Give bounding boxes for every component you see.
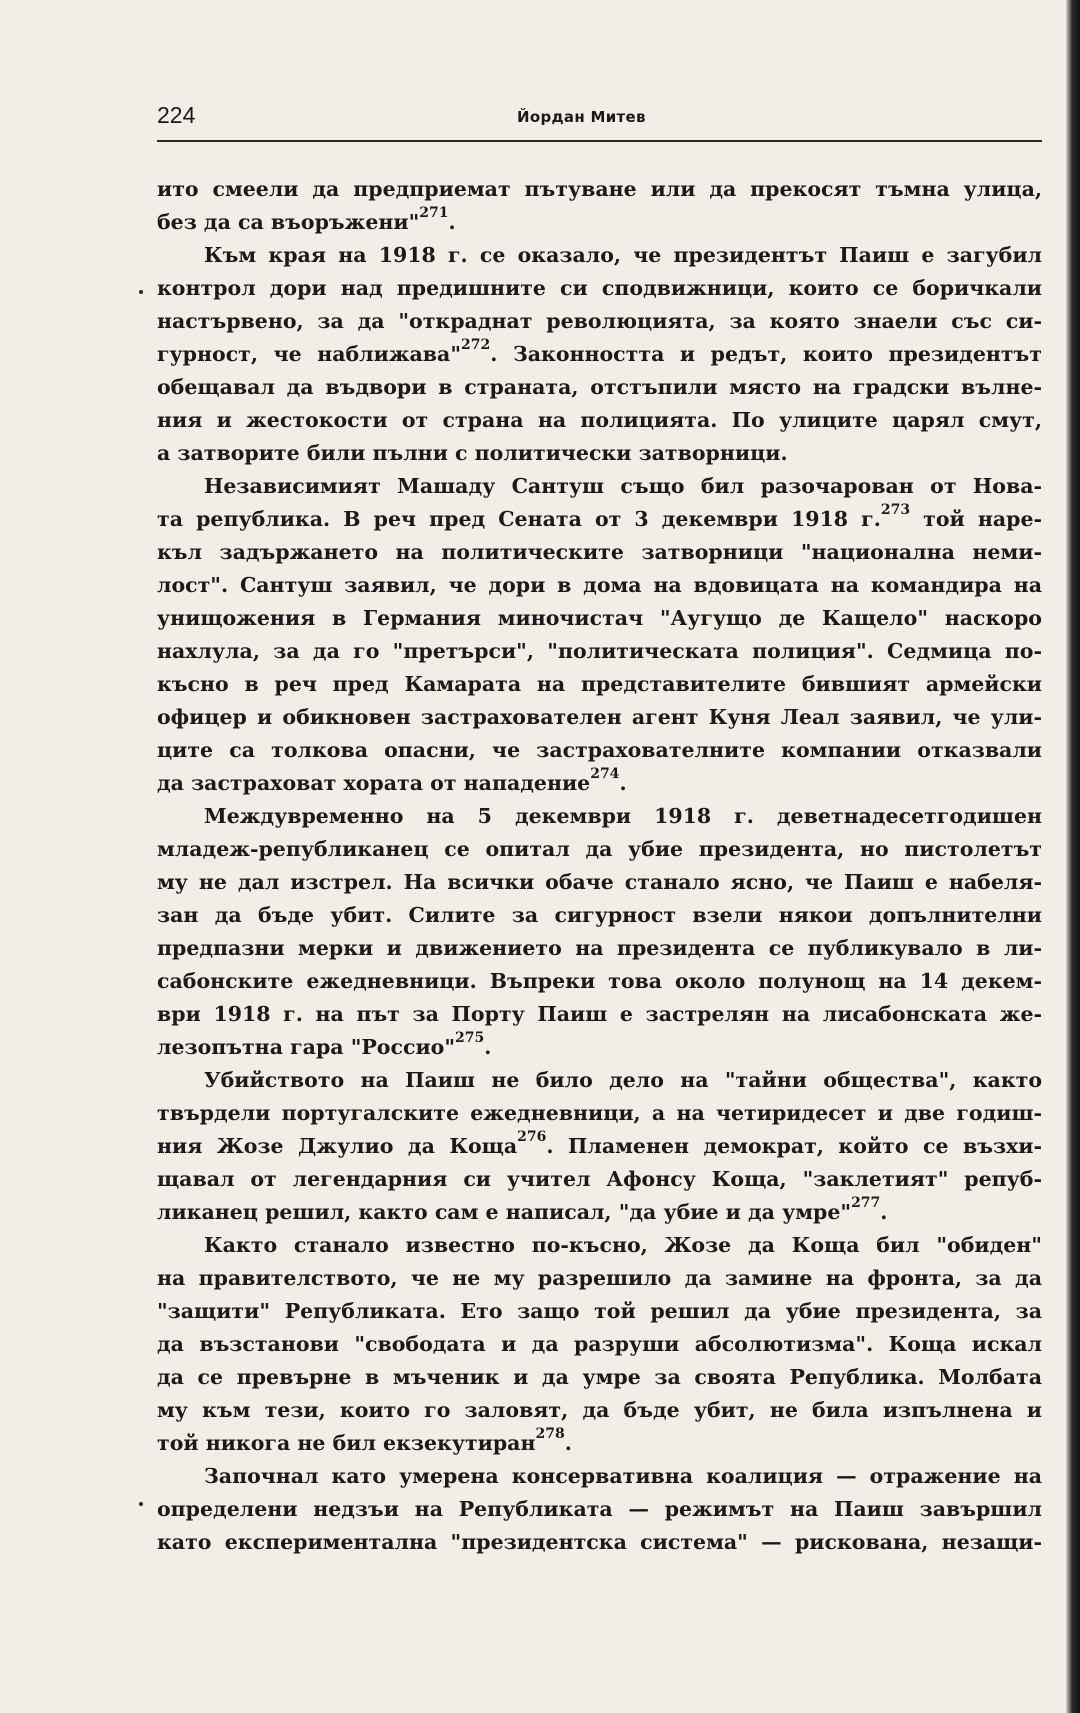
text-line [157, 899, 1042, 932]
text-line-continuation: . [619, 771, 627, 795]
text-line [157, 1427, 1042, 1460]
text-line-content: нахлула, за да го "претърси", "политическата полиция". Седмица по- [157, 639, 1042, 663]
text-line-content: му не дал изстрел. На всички обаче станало ясно, че Паиш е набеля- [157, 870, 1042, 894]
text-line [157, 1031, 1042, 1064]
text-line-content: младеж-републиканец се опитал да убие президента, но пистолетът [157, 837, 1042, 861]
footnote-marker: 278 [535, 1427, 565, 1442]
text-line-content: без да са въоръжени" [157, 210, 420, 234]
text-line-content: да се превърне в мъченик и да умре за своята Република. Молбата [157, 1365, 1042, 1389]
page-header [157, 96, 1042, 142]
text-line [157, 272, 1042, 305]
text-line-content: обещавал да въдвори в страната, отстъпили място на градски вълне- [157, 375, 1042, 399]
text-line [157, 305, 1042, 338]
text-line-content: предпазни мерки и движението на президента се публикувало в ли- [157, 936, 1042, 960]
text-line [157, 239, 1042, 272]
margin-mark [139, 1502, 143, 1506]
text-line-content: късно в реч пред Камарата на представителите бившият армейски [157, 672, 1042, 696]
text-line [157, 1262, 1042, 1295]
text-line [157, 569, 1042, 602]
text-line-content: а затворите били пълни с политически затворници. [157, 441, 788, 465]
text-line [157, 1130, 1042, 1163]
text-line [157, 965, 1042, 998]
text-line [157, 1460, 1042, 1493]
margin-mark [139, 290, 143, 294]
text-line [157, 800, 1042, 833]
footnote-marker: 277 [851, 1196, 881, 1211]
footnote-marker: 272 [461, 338, 491, 353]
text-line-content: сабонските ежедневници. Въпреки това около полунощ на 14 декем- [157, 969, 1042, 993]
text-line-content: контрол дори над предишните си сподвижници, които се боричкали [157, 276, 1042, 300]
text-line-content: му към тези, които го заловят, да бъде убит, не била изпълнена и [157, 1398, 1042, 1422]
text-line-content: зан да бъде убит. Силите за сигурност взели някои допълнителни [157, 903, 1042, 927]
text-line-content: ври 1918 г. на път за Порту Паиш е застрелян на лисабонската же- [157, 1002, 1042, 1026]
footnote-marker: 271 [419, 206, 449, 221]
text-line-content: та република. В реч пред Сената от 3 декември 1918 г. [157, 507, 881, 531]
text-line [157, 1328, 1042, 1361]
text-line [157, 1526, 1042, 1559]
text-line-content: Независимият Машаду Сантуш също бил разочарован от Нова- [204, 474, 1042, 498]
footnote-marker: 274 [590, 767, 620, 782]
text-line-continuation: . [564, 1431, 572, 1455]
text-line [157, 206, 1042, 239]
text-line-content: на правителството, че не му разрешило да замине на фронта, за да [157, 1266, 1042, 1290]
text-line [157, 437, 1042, 470]
text-line [157, 998, 1042, 1031]
text-line-content: "защити" Републиката. Ето защо той решил да убие президента, за [157, 1299, 1042, 1323]
text-line [157, 470, 1042, 503]
text-line [157, 833, 1042, 866]
text-line [157, 1064, 1042, 1097]
text-line [157, 932, 1042, 965]
text-line [157, 734, 1042, 767]
page-number: 224 [157, 102, 196, 128]
text-line-content: Започнал като умерена консервативна коалиция — отражение на [204, 1464, 1042, 1488]
text-line-content: твърдели португалските ежедневници, а на четиридесет и две годиш- [157, 1101, 1042, 1125]
text-line [157, 1394, 1042, 1427]
text-line-content: той никога не бил екзекутиран [157, 1431, 536, 1455]
text-line [157, 536, 1042, 569]
text-line-content: къл задържането на политическите затворници "национална неми- [157, 540, 1042, 564]
text-line-content: да застраховат хората от нападение [157, 771, 591, 795]
text-line [157, 1163, 1042, 1196]
text-line [157, 1196, 1042, 1229]
page-edge-shadow [1066, 0, 1080, 1713]
text-line-continuation: той наре- [910, 507, 1042, 531]
text-line [157, 602, 1042, 635]
running-head: Йордан Митев [517, 108, 646, 126]
text-line [157, 866, 1042, 899]
text-line [157, 1229, 1042, 1262]
text-line-content: офицер и обикновен застрахователен агент Куня Леал заявил, че ули- [157, 705, 1042, 729]
text-line-content: Междувременно на 5 декември 1918 г. деветнадесетгодишен [204, 804, 1042, 828]
text-line-continuation: . Пламенен демократ, който се възхи- [546, 1134, 1042, 1158]
text-line-content: да възстанови "свободата и да разруши абсолютизма". Коща искал [157, 1332, 1042, 1356]
text-line-content: унищожения в Германия миночистач "Аугущо де Кащело" наскоро [157, 606, 1042, 630]
text-line [157, 1493, 1042, 1526]
footnote-marker: 273 [880, 503, 911, 518]
text-line [157, 1097, 1042, 1130]
text-line-content: Към края на 1918 г. се оказало, че президентът Паиш е загубил [204, 243, 1042, 267]
text-line [157, 338, 1042, 371]
text-line-continuation: . [448, 210, 456, 234]
text-line-content: лезопътна гара "Россио" [157, 1035, 456, 1059]
text-line-content: ния и жестокости от страна на полицията. По улиците царял смут, [157, 408, 1042, 432]
text-line-content: лост". Сантуш заявил, че дори в дома на вдовицата на командира на [157, 573, 1042, 597]
text-line-content: ците са толкова опасни, че застрахователните компании отказвали [157, 738, 1042, 762]
text-line-continuation: . [484, 1035, 492, 1059]
text-line-content: определени недзъи на Републиката — режимът на Паиш завършил [157, 1497, 1042, 1521]
text-line-content: гурност, че наближава" [157, 342, 462, 366]
text-line-continuation: . Законността и редът, които президентът [490, 342, 1042, 366]
text-line [157, 635, 1042, 668]
text-line-continuation: . [880, 1200, 888, 1224]
text-line [157, 173, 1042, 206]
footnote-marker: 276 [517, 1130, 547, 1145]
text-line [157, 767, 1042, 800]
text-line [157, 701, 1042, 734]
text-line-content: като експериментална "президентска система" — рискована, незащи- [157, 1530, 1042, 1554]
text-line-content: Както станало известно по-късно, Жозе да Коща бил "обиден" [204, 1233, 1042, 1257]
text-line [157, 1295, 1042, 1328]
text-line [157, 1361, 1042, 1394]
text-line [157, 371, 1042, 404]
text-line-content: ния Жозе Джулио да Коща [157, 1134, 518, 1158]
text-line [157, 503, 1042, 536]
body-text [157, 173, 1042, 1559]
text-line [157, 404, 1042, 437]
text-line-content: Убийството на Паиш не било дело на "тайни общества", както [204, 1068, 1042, 1092]
text-line [157, 668, 1042, 701]
text-line-content: щавал от легендарния си учител Афонсу Коща, "заклетият" репуб- [157, 1167, 1042, 1191]
text-line-content: настървено, за да "откраднат революцията, за която знаели със си- [157, 309, 1042, 333]
text-line-content: ликанец решил, както сам е написал, "да убие и да умре" [157, 1200, 852, 1224]
footnote-marker: 275 [455, 1031, 485, 1046]
text-line-content: ито смеели да предприемат пътуване или да прекосят тъмна улица, [157, 177, 1042, 201]
